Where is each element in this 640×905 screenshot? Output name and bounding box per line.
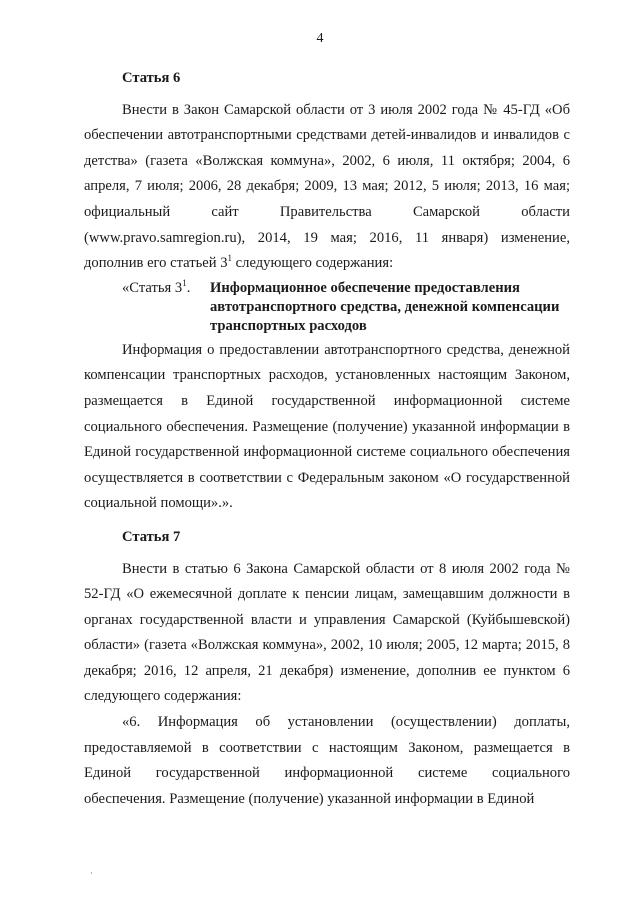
scan-mark: · <box>90 868 93 878</box>
sub-article-header <box>84 279 570 336</box>
article-6-paragraph-2: Информация о предоставлении автотранспортного средства, денежной компенсации транспортных расходов, установленных настоящим Законом, размещается в Единой государственной информационной системе социального обеспечения. Размещение (получение) указанной информации в Единой государственной информационной системе социального обеспечения осуществляется в соответствии с Федеральным законом «О государственной социальной помощи».». <box>84 341 570 512</box>
article-7-paragraph-1: Внести в статью 6 Закона Самарской области от 8 июля 2002 года № 52-ГД «О ежемесячной доплате к пенсии лицам, замещавшим должности в органах государственной власти и управления Самарской (Куйбышевской) области» (газета «Волжская коммуна», 2002, 10 июля; 2005, 12 марта; 2015, 8 декабря; 2016, 12 апреля, 21 декабря) изменение, дополнив ее пунктом 6 следующего содержания: <box>84 560 570 705</box>
article-7-paragraph-2: «6. Информация об установлении (осуществлении) доплаты, предоставляемой в соответствии с настоящим Законом, размещается в Единой государственной информационной системе социального обеспечения. Размещение (получение) указанной информации в Единой <box>84 714 570 807</box>
article-6-paragraph-1: Внести в Закон Самарской области от 3 июля 2002 года № 45-ГД «Об обеспечении автотранспортными средствами детей-инвалидов и инвалидов с детства» (газета «Волжская коммуна», 2002, 6 июля, 11 октября; 2004, 6 апреля, 7 июля; 2006, 28 декабря; 2009, 13 мая; 2012, 5 июля; 2013, 16 мая; официальный сайт Правительства Самарской области (www.pravo.samregion.ru), 2014, 19 мая; 2016, 11 января) изменение, дополнив его статьей $3^1$ следующего содержания: <box>84 101 570 272</box>
article-7-heading: Статья 7 <box>122 528 181 545</box>
document-body <box>84 66 570 812</box>
page-number: 4 <box>316 31 324 46</box>
article-6-heading: Статья 6 <box>122 70 181 86</box>
sub-article-title: Информационное обеспечение предоставления автотранспортного средства, денежной компенсации транспортных расходов <box>210 279 560 334</box>
sub-article-label: «Статья $3^1$. <box>122 277 191 296</box>
